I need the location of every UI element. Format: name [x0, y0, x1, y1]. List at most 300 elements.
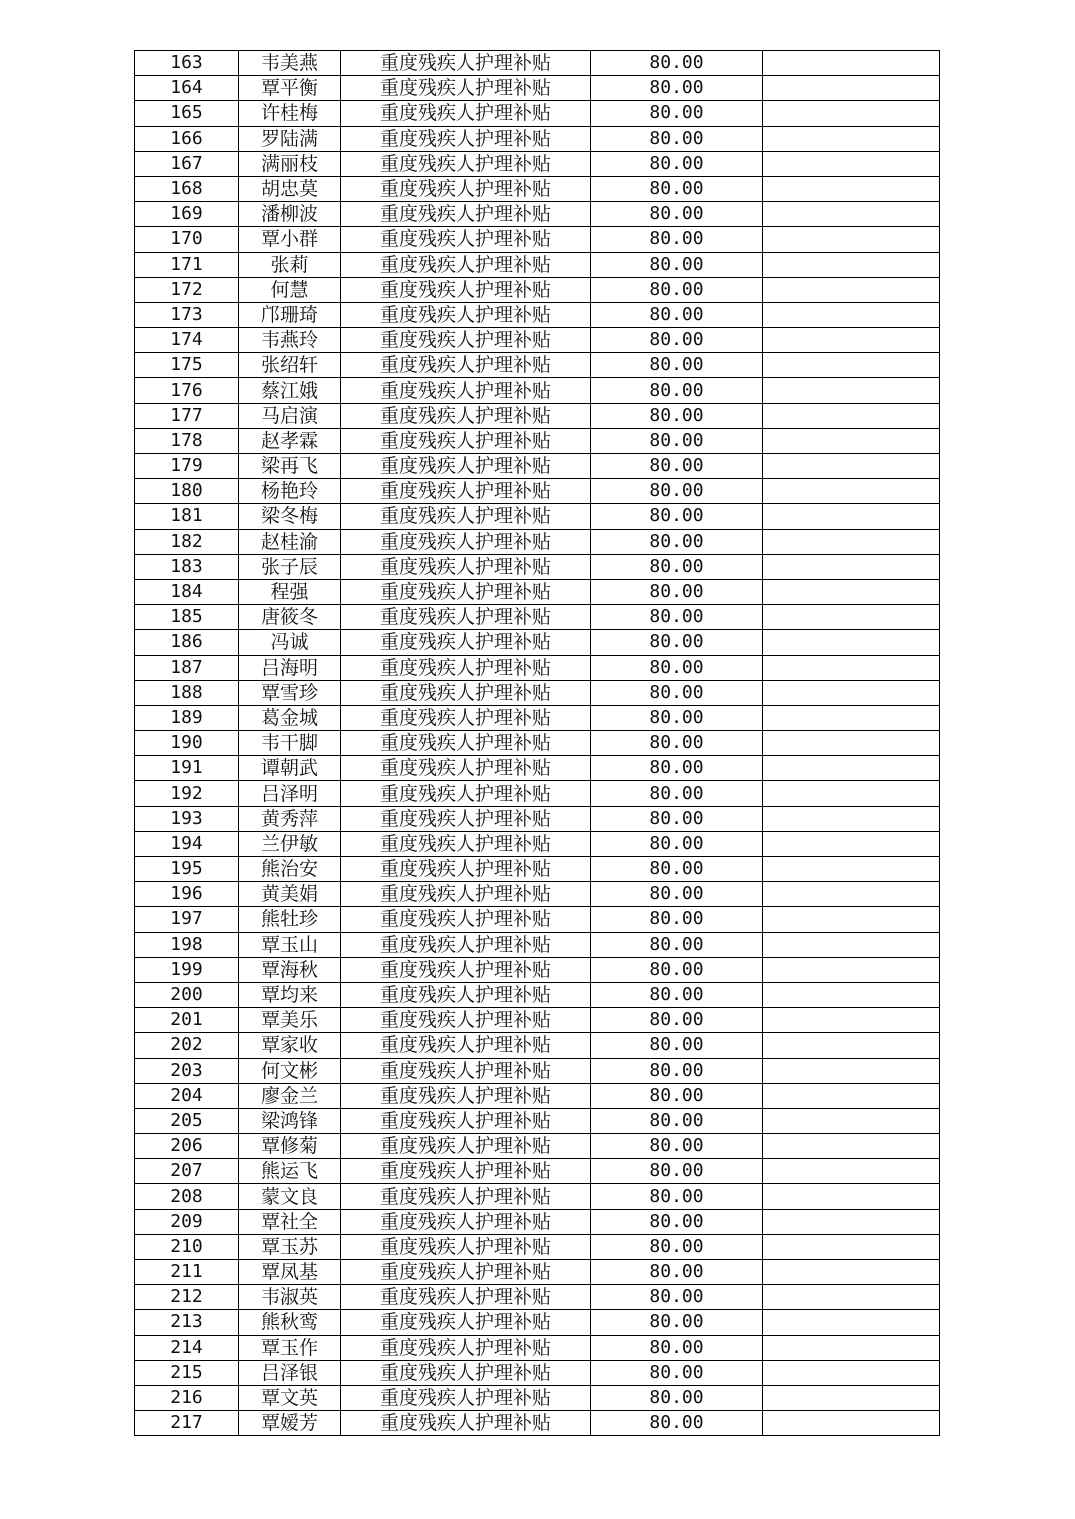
table-row: [135, 1411, 940, 1436]
amount-cell: 80.00: [591, 1360, 763, 1385]
row-number-cell: 200: [135, 982, 239, 1007]
row-number-cell: 167: [135, 151, 239, 176]
row-number-cell: 173: [135, 302, 239, 327]
amount-cell: 80.00: [591, 454, 763, 479]
subsidy-type-cell: 重度残疾人护理补贴: [341, 982, 591, 1007]
table-row: [135, 1260, 940, 1285]
amount-cell: 80.00: [591, 403, 763, 428]
subsidy-type-cell: 重度残疾人护理补贴: [341, 781, 591, 806]
subsidy-type-cell: 重度残疾人护理补贴: [341, 554, 591, 579]
remark-cell: [763, 630, 940, 655]
subsidy-type-cell: 重度残疾人护理补贴: [341, 151, 591, 176]
name-cell: 梁鸿锋: [239, 1108, 341, 1133]
row-number-cell: 184: [135, 579, 239, 604]
subsidy-type-cell: 重度残疾人护理补贴: [341, 1134, 591, 1159]
table-row: [135, 277, 940, 302]
subsidy-type-cell: 重度残疾人护理补贴: [341, 957, 591, 982]
subsidy-type-cell: 重度残疾人护理补贴: [341, 1159, 591, 1184]
row-number-cell: 176: [135, 378, 239, 403]
amount-cell: 80.00: [591, 907, 763, 932]
subsidy-type-cell: 重度残疾人护理补贴: [341, 1310, 591, 1335]
table-row: [135, 302, 940, 327]
subsidy-type-cell: 重度残疾人护理补贴: [341, 328, 591, 353]
table-row: [135, 579, 940, 604]
name-cell: 马启演: [239, 403, 341, 428]
amount-cell: 80.00: [591, 1260, 763, 1285]
table-row: [135, 1134, 940, 1159]
row-number-cell: 169: [135, 202, 239, 227]
amount-cell: 80.00: [591, 1209, 763, 1234]
remark-cell: [763, 655, 940, 680]
subsidy-type-cell: 重度残疾人护理补贴: [341, 680, 591, 705]
table-row: [135, 857, 940, 882]
name-cell: 蔡江娥: [239, 378, 341, 403]
subsidy-type-cell: 重度残疾人护理补贴: [341, 756, 591, 781]
row-number-cell: 197: [135, 907, 239, 932]
row-number-cell: 192: [135, 781, 239, 806]
subsidy-type-cell: 重度残疾人护理补贴: [341, 76, 591, 101]
row-number-cell: 165: [135, 101, 239, 126]
name-cell: 胡忠莫: [239, 176, 341, 201]
row-number-cell: 217: [135, 1411, 239, 1436]
table-row: [135, 907, 940, 932]
table-row: [135, 655, 940, 680]
table-row: [135, 353, 940, 378]
name-cell: 韦燕玲: [239, 328, 341, 353]
table-row: [135, 403, 940, 428]
amount-cell: 80.00: [591, 76, 763, 101]
name-cell: 冯诚: [239, 630, 341, 655]
table-row: [135, 957, 940, 982]
table-row: [135, 605, 940, 630]
subsidy-type-cell: 重度残疾人护理补贴: [341, 101, 591, 126]
name-cell: 唐筱冬: [239, 605, 341, 630]
row-number-cell: 208: [135, 1184, 239, 1209]
name-cell: 谭朝武: [239, 756, 341, 781]
table-row: [135, 76, 940, 101]
remark-cell: [763, 126, 940, 151]
table-row: [135, 680, 940, 705]
table-row: [135, 1310, 940, 1335]
amount-cell: 80.00: [591, 1184, 763, 1209]
amount-cell: 80.00: [591, 1159, 763, 1184]
amount-cell: 80.00: [591, 1285, 763, 1310]
table-row: [135, 1058, 940, 1083]
row-number-cell: 175: [135, 353, 239, 378]
amount-cell: 80.00: [591, 756, 763, 781]
remark-cell: [763, 1033, 940, 1058]
remark-cell: [763, 454, 940, 479]
name-cell: 蒙文良: [239, 1184, 341, 1209]
amount-cell: 80.00: [591, 1058, 763, 1083]
name-cell: 吕泽银: [239, 1360, 341, 1385]
remark-cell: [763, 504, 940, 529]
amount-cell: 80.00: [591, 1234, 763, 1259]
remark-cell: [763, 907, 940, 932]
table-row: [135, 529, 940, 554]
subsidy-type-cell: 重度残疾人护理补贴: [341, 932, 591, 957]
subsidy-type-cell: 重度残疾人护理补贴: [341, 126, 591, 151]
remark-cell: [763, 1411, 940, 1436]
table-row: [135, 1335, 940, 1360]
amount-cell: 80.00: [591, 554, 763, 579]
amount-cell: 80.00: [591, 202, 763, 227]
subsidy-type-cell: 重度残疾人护理补贴: [341, 1335, 591, 1360]
subsidy-table-sheet: [134, 50, 940, 1436]
subsidy-type-cell: 重度残疾人护理补贴: [341, 579, 591, 604]
name-cell: 张莉: [239, 252, 341, 277]
remark-cell: [763, 353, 940, 378]
remark-cell: [763, 932, 940, 957]
remark-cell: [763, 202, 940, 227]
table-row: [135, 151, 940, 176]
amount-cell: 80.00: [591, 1134, 763, 1159]
amount-cell: 80.00: [591, 504, 763, 529]
table-row: [135, 328, 940, 353]
amount-cell: 80.00: [591, 630, 763, 655]
remark-cell: [763, 1184, 940, 1209]
subsidy-type-cell: 重度残疾人护理补贴: [341, 1209, 591, 1234]
subsidy-type-cell: 重度残疾人护理补贴: [341, 277, 591, 302]
row-number-cell: 193: [135, 806, 239, 831]
amount-cell: 80.00: [591, 227, 763, 252]
row-number-cell: 199: [135, 957, 239, 982]
row-number-cell: 211: [135, 1260, 239, 1285]
amount-cell: 80.00: [591, 302, 763, 327]
subsidy-type-cell: 重度残疾人护理补贴: [341, 1385, 591, 1410]
name-cell: 覃海秋: [239, 957, 341, 982]
row-number-cell: 178: [135, 428, 239, 453]
name-cell: 赵孝霖: [239, 428, 341, 453]
row-number-cell: 215: [135, 1360, 239, 1385]
table-row: [135, 831, 940, 856]
subsidy-type-cell: 重度残疾人护理补贴: [341, 907, 591, 932]
subsidy-type-cell: 重度残疾人护理补贴: [341, 1008, 591, 1033]
remark-cell: [763, 579, 940, 604]
subsidy-type-cell: 重度残疾人护理补贴: [341, 605, 591, 630]
remark-cell: [763, 1058, 940, 1083]
name-cell: 葛金城: [239, 705, 341, 730]
table-row: [135, 504, 940, 529]
name-cell: 吕海明: [239, 655, 341, 680]
amount-cell: 80.00: [591, 655, 763, 680]
remark-cell: [763, 982, 940, 1007]
subsidy-type-cell: 重度残疾人护理补贴: [341, 454, 591, 479]
amount-cell: 80.00: [591, 479, 763, 504]
table-row: [135, 202, 940, 227]
name-cell: 覃修菊: [239, 1134, 341, 1159]
name-cell: 覃平衡: [239, 76, 341, 101]
name-cell: 黄美娟: [239, 882, 341, 907]
table-row: [135, 1159, 940, 1184]
remark-cell: [763, 378, 940, 403]
subsidy-type-cell: 重度残疾人护理补贴: [341, 479, 591, 504]
amount-cell: 80.00: [591, 932, 763, 957]
row-number-cell: 206: [135, 1134, 239, 1159]
remark-cell: [763, 1310, 940, 1335]
amount-cell: 80.00: [591, 957, 763, 982]
subsidy-type-cell: 重度残疾人护理补贴: [341, 252, 591, 277]
row-number-cell: 190: [135, 731, 239, 756]
remark-cell: [763, 1108, 940, 1133]
amount-cell: 80.00: [591, 126, 763, 151]
subsidy-type-cell: 重度残疾人护理补贴: [341, 655, 591, 680]
remark-cell: [763, 302, 940, 327]
remark-cell: [763, 831, 940, 856]
table-row: [135, 126, 940, 151]
name-cell: 兰伊敏: [239, 831, 341, 856]
name-cell: 覃玉苏: [239, 1234, 341, 1259]
subsidy-type-cell: 重度残疾人护理补贴: [341, 1058, 591, 1083]
amount-cell: 80.00: [591, 1008, 763, 1033]
row-number-cell: 183: [135, 554, 239, 579]
remark-cell: [763, 1285, 940, 1310]
name-cell: 潘柳波: [239, 202, 341, 227]
subsidy-type-cell: 重度残疾人护理补贴: [341, 302, 591, 327]
amount-cell: 80.00: [591, 529, 763, 554]
remark-cell: [763, 479, 940, 504]
table-row: [135, 882, 940, 907]
row-number-cell: 189: [135, 705, 239, 730]
remark-cell: [763, 781, 940, 806]
table-row: [135, 428, 940, 453]
amount-cell: 80.00: [591, 1411, 763, 1436]
remark-cell: [763, 176, 940, 201]
amount-cell: 80.00: [591, 806, 763, 831]
remark-cell: [763, 101, 940, 126]
row-number-cell: 164: [135, 76, 239, 101]
row-number-cell: 212: [135, 1285, 239, 1310]
name-cell: 程强: [239, 579, 341, 604]
amount-cell: 80.00: [591, 1310, 763, 1335]
name-cell: 梁冬梅: [239, 504, 341, 529]
amount-cell: 80.00: [591, 1033, 763, 1058]
name-cell: 覃文英: [239, 1385, 341, 1410]
table-row: [135, 1083, 940, 1108]
table-row: [135, 1184, 940, 1209]
remark-cell: [763, 756, 940, 781]
name-cell: 满丽枝: [239, 151, 341, 176]
remark-cell: [763, 1385, 940, 1410]
remark-cell: [763, 1159, 940, 1184]
subsidy-type-cell: 重度残疾人护理补贴: [341, 882, 591, 907]
row-number-cell: 196: [135, 882, 239, 907]
name-cell: 熊牡珍: [239, 907, 341, 932]
subsidy-type-cell: 重度残疾人护理补贴: [341, 1260, 591, 1285]
table-row: [135, 756, 940, 781]
name-cell: 覃嫒芳: [239, 1411, 341, 1436]
remark-cell: [763, 428, 940, 453]
subsidy-type-cell: 重度残疾人护理补贴: [341, 176, 591, 201]
table-row: [135, 1108, 940, 1133]
remark-cell: [763, 252, 940, 277]
name-cell: 韦干脚: [239, 731, 341, 756]
name-cell: 覃小群: [239, 227, 341, 252]
remark-cell: [763, 1134, 940, 1159]
name-cell: 覃美乐: [239, 1008, 341, 1033]
table-row: [135, 932, 940, 957]
amount-cell: 80.00: [591, 176, 763, 201]
row-number-cell: 213: [135, 1310, 239, 1335]
subsidy-type-cell: 重度残疾人护理补贴: [341, 227, 591, 252]
subsidy-type-cell: 重度残疾人护理补贴: [341, 51, 591, 76]
name-cell: 梁再飞: [239, 454, 341, 479]
remark-cell: [763, 529, 940, 554]
remark-cell: [763, 1234, 940, 1259]
remark-cell: [763, 403, 940, 428]
remark-cell: [763, 227, 940, 252]
row-number-cell: 170: [135, 227, 239, 252]
name-cell: 覃玉作: [239, 1335, 341, 1360]
name-cell: 覃凤基: [239, 1260, 341, 1285]
amount-cell: 80.00: [591, 1108, 763, 1133]
amount-cell: 80.00: [591, 857, 763, 882]
name-cell: 韦淑英: [239, 1285, 341, 1310]
amount-cell: 80.00: [591, 353, 763, 378]
subsidy-table: [134, 50, 940, 1436]
amount-cell: 80.00: [591, 831, 763, 856]
table-row: [135, 1008, 940, 1033]
row-number-cell: 168: [135, 176, 239, 201]
subsidy-type-cell: 重度残疾人护理补贴: [341, 529, 591, 554]
name-cell: 黄秀萍: [239, 806, 341, 831]
table-row: [135, 630, 940, 655]
table-row: [135, 705, 940, 730]
table-row: [135, 378, 940, 403]
subsidy-type-cell: 重度残疾人护理补贴: [341, 1234, 591, 1259]
row-number-cell: 163: [135, 51, 239, 76]
remark-cell: [763, 76, 940, 101]
subsidy-type-cell: 重度残疾人护理补贴: [341, 504, 591, 529]
remark-cell: [763, 51, 940, 76]
remark-cell: [763, 1335, 940, 1360]
row-number-cell: 198: [135, 932, 239, 957]
row-number-cell: 181: [135, 504, 239, 529]
amount-cell: 80.00: [591, 882, 763, 907]
name-cell: 覃玉山: [239, 932, 341, 957]
row-number-cell: 185: [135, 605, 239, 630]
subsidy-type-cell: 重度残疾人护理补贴: [341, 630, 591, 655]
name-cell: 张子辰: [239, 554, 341, 579]
remark-cell: [763, 857, 940, 882]
row-number-cell: 202: [135, 1033, 239, 1058]
amount-cell: 80.00: [591, 51, 763, 76]
row-number-cell: 188: [135, 680, 239, 705]
amount-cell: 80.00: [591, 328, 763, 353]
name-cell: 张绍轩: [239, 353, 341, 378]
name-cell: 覃社全: [239, 1209, 341, 1234]
row-number-cell: 179: [135, 454, 239, 479]
row-number-cell: 171: [135, 252, 239, 277]
subsidy-type-cell: 重度残疾人护理补贴: [341, 403, 591, 428]
row-number-cell: 207: [135, 1159, 239, 1184]
table-row: [135, 176, 940, 201]
name-cell: 廖金兰: [239, 1083, 341, 1108]
table-row: [135, 1285, 940, 1310]
table-row: [135, 806, 940, 831]
table-row: [135, 227, 940, 252]
subsidy-type-cell: 重度残疾人护理补贴: [341, 1033, 591, 1058]
table-row: [135, 554, 940, 579]
remark-cell: [763, 680, 940, 705]
name-cell: 覃均来: [239, 982, 341, 1007]
remark-cell: [763, 554, 940, 579]
amount-cell: 80.00: [591, 378, 763, 403]
table-row: [135, 101, 940, 126]
remark-cell: [763, 328, 940, 353]
name-cell: 覃家收: [239, 1033, 341, 1058]
table-row: [135, 454, 940, 479]
row-number-cell: 182: [135, 529, 239, 554]
row-number-cell: 216: [135, 1385, 239, 1410]
remark-cell: [763, 731, 940, 756]
subsidy-type-cell: 重度残疾人护理补贴: [341, 378, 591, 403]
amount-cell: 80.00: [591, 428, 763, 453]
subsidy-type-cell: 重度残疾人护理补贴: [341, 705, 591, 730]
subsidy-type-cell: 重度残疾人护理补贴: [341, 1285, 591, 1310]
subsidy-type-cell: 重度残疾人护理补贴: [341, 731, 591, 756]
name-cell: 吕泽明: [239, 781, 341, 806]
subsidy-type-cell: 重度残疾人护理补贴: [341, 831, 591, 856]
amount-cell: 80.00: [591, 252, 763, 277]
name-cell: 覃雪珍: [239, 680, 341, 705]
remark-cell: [763, 151, 940, 176]
row-number-cell: 191: [135, 756, 239, 781]
amount-cell: 80.00: [591, 579, 763, 604]
remark-cell: [763, 277, 940, 302]
subsidy-type-cell: 重度残疾人护理补贴: [341, 1360, 591, 1385]
amount-cell: 80.00: [591, 101, 763, 126]
remark-cell: [763, 1360, 940, 1385]
subsidy-type-cell: 重度残疾人护理补贴: [341, 1184, 591, 1209]
row-number-cell: 203: [135, 1058, 239, 1083]
row-number-cell: 204: [135, 1083, 239, 1108]
subsidy-type-cell: 重度残疾人护理补贴: [341, 1411, 591, 1436]
remark-cell: [763, 1083, 940, 1108]
name-cell: 赵桂渝: [239, 529, 341, 554]
amount-cell: 80.00: [591, 680, 763, 705]
row-number-cell: 174: [135, 328, 239, 353]
row-number-cell: 201: [135, 1008, 239, 1033]
subsidy-type-cell: 重度残疾人护理补贴: [341, 857, 591, 882]
subsidy-type-cell: 重度残疾人护理补贴: [341, 1083, 591, 1108]
table-row: [135, 51, 940, 76]
amount-cell: 80.00: [591, 781, 763, 806]
amount-cell: 80.00: [591, 151, 763, 176]
row-number-cell: 177: [135, 403, 239, 428]
name-cell: 邝珊琦: [239, 302, 341, 327]
amount-cell: 80.00: [591, 1335, 763, 1360]
row-number-cell: 172: [135, 277, 239, 302]
table-row: [135, 1209, 940, 1234]
name-cell: 何慧: [239, 277, 341, 302]
table-row: [135, 252, 940, 277]
row-number-cell: 205: [135, 1108, 239, 1133]
table-row: [135, 731, 940, 756]
subsidy-type-cell: 重度残疾人护理补贴: [341, 202, 591, 227]
name-cell: 杨艳玲: [239, 479, 341, 504]
row-number-cell: 214: [135, 1335, 239, 1360]
remark-cell: [763, 1209, 940, 1234]
remark-cell: [763, 806, 940, 831]
name-cell: 何文彬: [239, 1058, 341, 1083]
table-body: [135, 51, 940, 1436]
amount-cell: 80.00: [591, 1385, 763, 1410]
amount-cell: 80.00: [591, 982, 763, 1007]
table-row: [135, 1385, 940, 1410]
row-number-cell: 166: [135, 126, 239, 151]
name-cell: 许桂梅: [239, 101, 341, 126]
